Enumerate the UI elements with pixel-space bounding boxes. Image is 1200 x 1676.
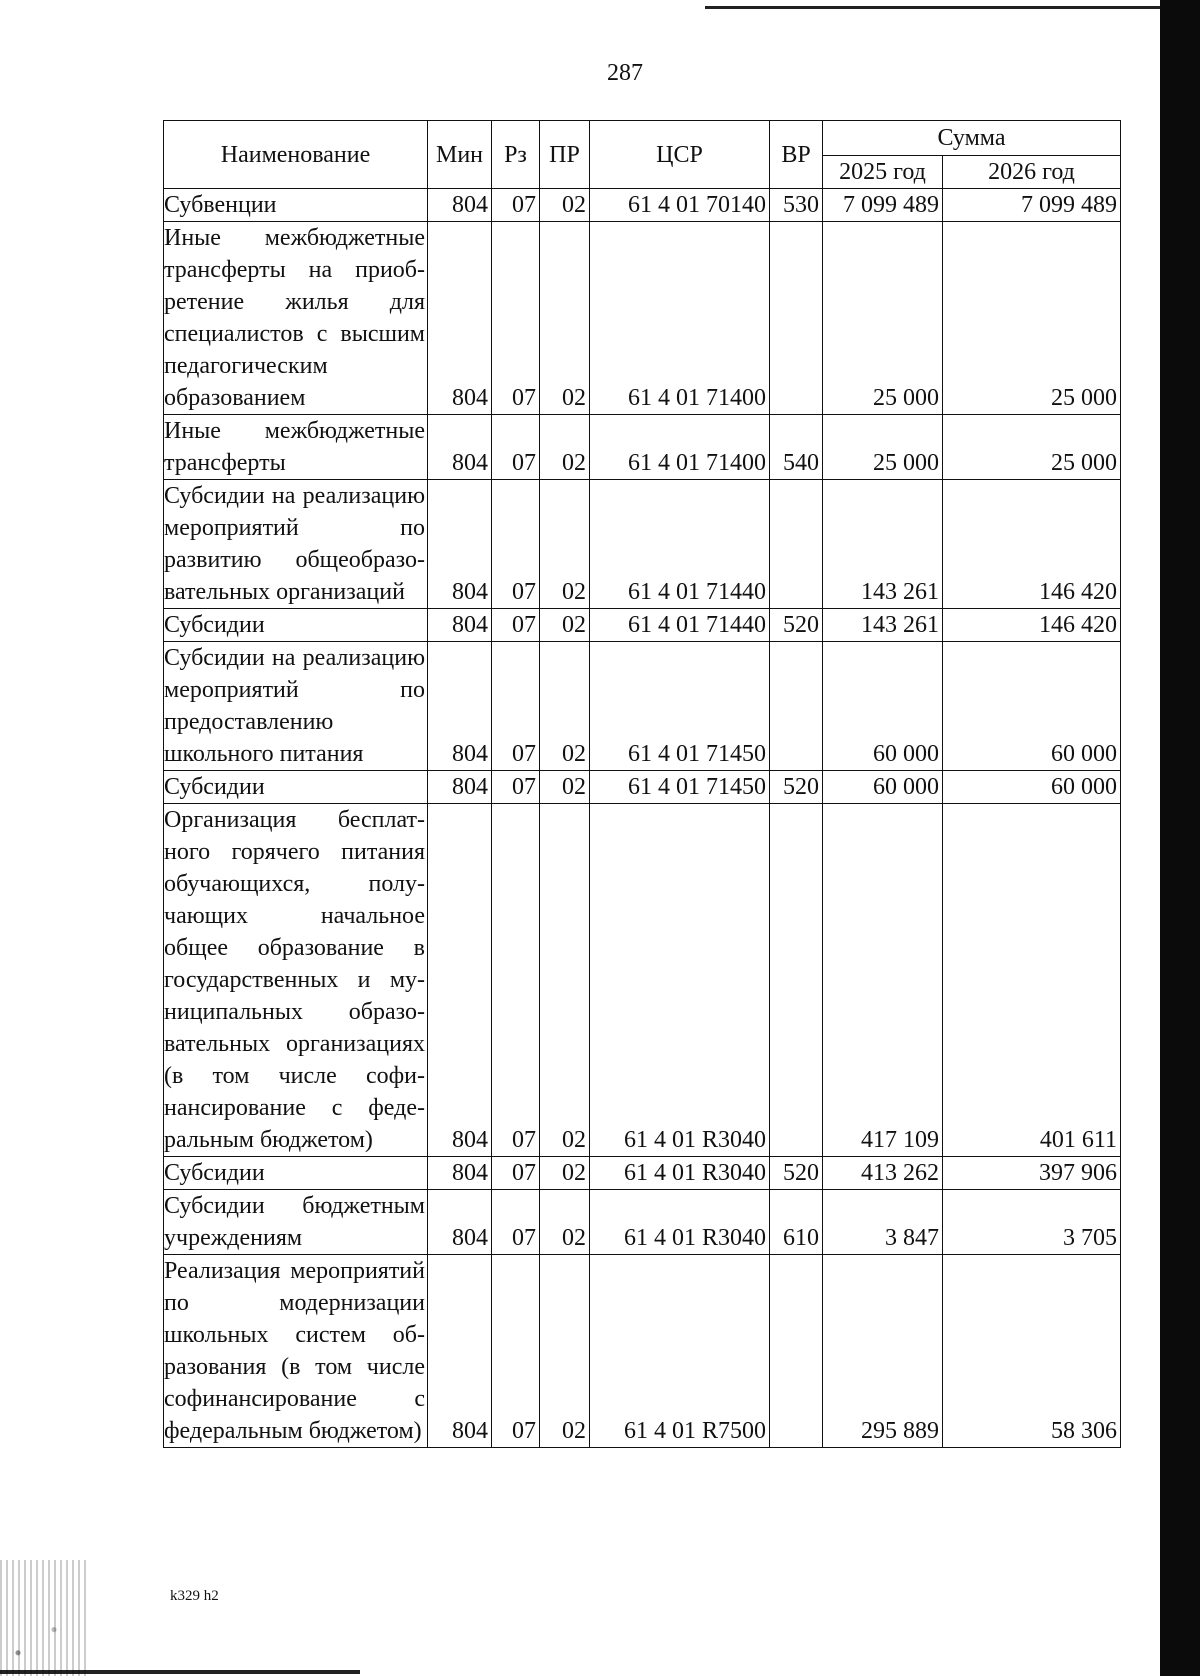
cell-name: Субвенции — [164, 189, 428, 222]
cell-amount-2025: 60 000 — [823, 771, 943, 804]
cell-min: 804 — [428, 415, 492, 480]
cell-amount-2026: 60 000 — [943, 771, 1121, 804]
cell-pr: 02 — [540, 804, 590, 1157]
cell-vr — [770, 222, 823, 415]
table-row — [164, 642, 1121, 771]
cell-pr: 02 — [540, 1190, 590, 1255]
cell-name: Субсидии — [164, 609, 428, 642]
cell-name: Субсидии бюджетным учреждениям — [164, 1190, 428, 1255]
cell-min: 804 — [428, 222, 492, 415]
table-row — [164, 804, 1121, 1157]
cell-amount-2025: 143 261 — [823, 480, 943, 609]
cell-rz: 07 — [492, 642, 540, 771]
header-name: Наименование — [164, 121, 428, 189]
table-row — [164, 189, 1121, 222]
cell-pr: 02 — [540, 609, 590, 642]
cell-min: 804 — [428, 480, 492, 609]
cell-vr: 520 — [770, 609, 823, 642]
cell-amount-2026: 146 420 — [943, 609, 1121, 642]
cell-amount-2026: 3 705 — [943, 1190, 1121, 1255]
table-row — [164, 1157, 1121, 1190]
cell-csr: 61 4 01 71450 — [590, 642, 770, 771]
page-number: 287 — [607, 60, 643, 86]
cell-rz: 07 — [492, 771, 540, 804]
cell-name: Субсидии на реализацию мероприятий по развитию общеобразовательных организаций — [164, 480, 428, 609]
cell-csr: 61 4 01 71440 — [590, 609, 770, 642]
footer-code: k329 h2 — [170, 1588, 219, 1604]
header-csr: ЦСР — [590, 121, 770, 189]
cell-amount-2025: 60 000 — [823, 642, 943, 771]
cell-amount-2026: 25 000 — [943, 415, 1121, 480]
cell-amount-2026: 60 000 — [943, 642, 1121, 771]
cell-csr: 61 4 01 R3040 — [590, 1190, 770, 1255]
cell-pr: 02 — [540, 642, 590, 771]
cell-name: Организация бесплатного горячего питания обучающихся, получающих начальное общее образование в государственных и муниципальных образовательных организациях (в том числе софинансирование с федеральным бюджетом) — [164, 804, 428, 1157]
cell-amount-2026: 397 906 — [943, 1157, 1121, 1190]
cell-vr: 610 — [770, 1190, 823, 1255]
cell-amount-2025: 413 262 — [823, 1157, 943, 1190]
cell-rz: 07 — [492, 1157, 540, 1190]
cell-rz: 07 — [492, 415, 540, 480]
cell-name: Субсидии на реализацию мероприятий по предоставлению школьного питания — [164, 642, 428, 771]
header-rz: Рз — [492, 121, 540, 189]
cell-pr: 02 — [540, 771, 590, 804]
cell-csr: 61 4 01 R3040 — [590, 804, 770, 1157]
scan-edge-top — [705, 6, 1160, 9]
cell-amount-2026: 146 420 — [943, 480, 1121, 609]
cell-csr: 61 4 01 R7500 — [590, 1255, 770, 1448]
cell-amount-2025: 143 261 — [823, 609, 943, 642]
cell-min: 804 — [428, 642, 492, 771]
table-row — [164, 480, 1121, 609]
cell-min: 804 — [428, 804, 492, 1157]
table-row — [164, 609, 1121, 642]
cell-rz: 07 — [492, 804, 540, 1157]
cell-amount-2025: 25 000 — [823, 415, 943, 480]
cell-name: Иные межбюджетные трансферты на приобретение жилья для специалистов с высшим педагогическим образованием — [164, 222, 428, 415]
cell-min: 804 — [428, 609, 492, 642]
cell-vr: 520 — [770, 1157, 823, 1190]
table-row — [164, 222, 1121, 415]
budget-table — [163, 120, 1121, 1448]
cell-vr: 530 — [770, 189, 823, 222]
table-body — [164, 189, 1121, 1448]
cell-vr — [770, 1255, 823, 1448]
cell-amount-2025: 7 099 489 — [823, 189, 943, 222]
cell-csr: 61 4 01 70140 — [590, 189, 770, 222]
cell-amount-2025: 417 109 — [823, 804, 943, 1157]
cell-amount-2025: 295 889 — [823, 1255, 943, 1448]
cell-amount-2026: 25 000 — [943, 222, 1121, 415]
cell-amount-2025: 25 000 — [823, 222, 943, 415]
cell-amount-2026: 7 099 489 — [943, 189, 1121, 222]
cell-name: Реализация мероприятий по модернизации школьных систем образования (в том числе софинансирование с федеральным бюджетом) — [164, 1255, 428, 1448]
cell-vr: 540 — [770, 415, 823, 480]
cell-vr: 520 — [770, 771, 823, 804]
cell-pr: 02 — [540, 1157, 590, 1190]
cell-min: 804 — [428, 1255, 492, 1448]
cell-rz: 07 — [492, 609, 540, 642]
header-pr: ПР — [540, 121, 590, 189]
cell-min: 804 — [428, 189, 492, 222]
cell-rz: 07 — [492, 189, 540, 222]
cell-vr — [770, 804, 823, 1157]
cell-pr: 02 — [540, 415, 590, 480]
cell-rz: 07 — [492, 480, 540, 609]
cell-csr: 61 4 01 71400 — [590, 415, 770, 480]
scan-artifact — [0, 1560, 90, 1676]
table-row — [164, 1190, 1121, 1255]
cell-min: 804 — [428, 771, 492, 804]
header-year-2025: 2025 год — [823, 156, 943, 189]
cell-pr: 02 — [540, 189, 590, 222]
cell-pr: 02 — [540, 1255, 590, 1448]
table-row — [164, 771, 1121, 804]
cell-csr: 61 4 01 71450 — [590, 771, 770, 804]
scan-edge-right — [1160, 0, 1200, 1676]
cell-csr: 61 4 01 71440 — [590, 480, 770, 609]
cell-name: Субсидии — [164, 1157, 428, 1190]
cell-amount-2025: 3 847 — [823, 1190, 943, 1255]
table-row — [164, 415, 1121, 480]
cell-csr: 61 4 01 71400 — [590, 222, 770, 415]
cell-min: 804 — [428, 1190, 492, 1255]
cell-rz: 07 — [492, 222, 540, 415]
header-year-2026: 2026 год — [943, 156, 1121, 189]
cell-amount-2026: 58 306 — [943, 1255, 1121, 1448]
cell-csr: 61 4 01 R3040 — [590, 1157, 770, 1190]
cell-name: Иные межбюджетные трансферты — [164, 415, 428, 480]
cell-min: 804 — [428, 1157, 492, 1190]
cell-amount-2026: 401 611 — [943, 804, 1121, 1157]
table-row — [164, 1255, 1121, 1448]
header-sum: Сумма — [823, 121, 1121, 156]
cell-name: Субсидии — [164, 771, 428, 804]
cell-rz: 07 — [492, 1190, 540, 1255]
cell-rz: 07 — [492, 1255, 540, 1448]
cell-pr: 02 — [540, 222, 590, 415]
header-vr: ВР — [770, 121, 823, 189]
cell-vr — [770, 480, 823, 609]
table-header-row — [164, 121, 1121, 156]
cell-vr — [770, 642, 823, 771]
header-min: Мин — [428, 121, 492, 189]
cell-pr: 02 — [540, 480, 590, 609]
